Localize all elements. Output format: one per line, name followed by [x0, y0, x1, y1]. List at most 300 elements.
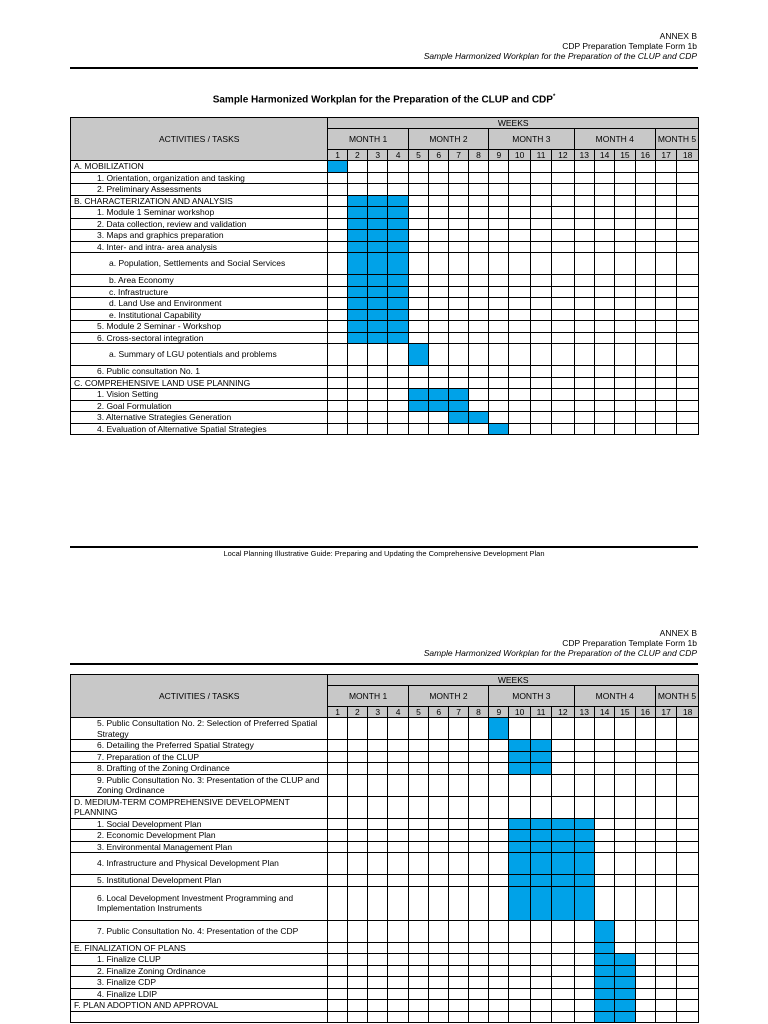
gantt-cell [347, 718, 367, 740]
gantt-cell [347, 774, 367, 796]
gantt-cell [635, 423, 655, 435]
gantt-cell [347, 412, 367, 424]
gantt-cell [468, 841, 488, 853]
gantt-cell [489, 389, 509, 401]
gantt-bar-cell [615, 965, 635, 977]
gantt-cell [408, 195, 428, 207]
gantt-cell [530, 366, 551, 378]
gantt-cell [468, 965, 488, 977]
gantt-cell [449, 377, 468, 389]
gantt-cell [328, 286, 347, 298]
section-heading: E. FINALIZATION OF PLANS [71, 942, 328, 954]
gantt-cell [347, 886, 367, 920]
gantt-cell [552, 977, 574, 989]
gantt-cell [328, 412, 347, 424]
gantt-cell [615, 309, 635, 321]
gantt-cell [408, 161, 428, 173]
gantt-cell [594, 218, 614, 230]
gantt-cell [328, 332, 347, 344]
gantt-cell [388, 344, 408, 366]
gantt-cell [509, 309, 530, 321]
gantt-cell [408, 796, 428, 818]
gantt-cell [677, 718, 699, 740]
gantt-cell [509, 423, 530, 435]
gantt-cell [552, 218, 574, 230]
gantt-cell [530, 1011, 551, 1023]
gantt-bar-cell [388, 332, 408, 344]
workplan-table-2 [70, 674, 699, 1023]
gantt-cell [677, 853, 699, 875]
gantt-cell [635, 740, 655, 752]
table-row [71, 218, 699, 230]
gantt-cell [574, 774, 594, 796]
gantt-cell [552, 751, 574, 763]
gantt-cell [388, 161, 408, 173]
gantt-cell [655, 977, 676, 989]
task-label: 5. Module 2 Seminar - Workshop [71, 321, 328, 333]
gantt-cell [429, 942, 449, 954]
gantt-cell [552, 366, 574, 378]
gantt-cell [368, 965, 388, 977]
gantt-cell [368, 740, 388, 752]
gantt-bar-cell [368, 286, 388, 298]
week-number: 11 [530, 707, 551, 718]
gantt-cell [449, 920, 468, 942]
gantt-cell [615, 853, 635, 875]
gantt-cell [552, 774, 574, 796]
gantt-cell [655, 796, 676, 818]
header-rule [70, 663, 698, 665]
gantt-cell [509, 253, 530, 275]
gantt-cell [677, 172, 699, 184]
gantt-cell [449, 942, 468, 954]
gantt-cell [468, 763, 488, 775]
gantt-cell [655, 377, 676, 389]
gantt-cell [594, 253, 614, 275]
gantt-bar-cell [368, 309, 388, 321]
week-number: 11 [530, 150, 551, 161]
gantt-cell [635, 853, 655, 875]
gantt-bar-cell [449, 400, 468, 412]
gantt-bar-cell [368, 275, 388, 287]
gantt-cell [449, 853, 468, 875]
gantt-cell [530, 218, 551, 230]
gantt-cell [429, 275, 449, 287]
gantt-bar-cell [449, 389, 468, 401]
gantt-cell [655, 207, 676, 219]
gantt-cell [408, 841, 428, 853]
gantt-cell [615, 377, 635, 389]
gantt-cell [328, 818, 347, 830]
gantt-cell [489, 853, 509, 875]
gantt-bar-cell [552, 853, 574, 875]
gantt-cell [489, 377, 509, 389]
gantt-cell [368, 400, 388, 412]
gantt-cell [449, 965, 468, 977]
gantt-cell [429, 841, 449, 853]
gantt-cell [677, 184, 699, 196]
task-label: 8. Drafting of the Zoning Ordinance [71, 763, 328, 775]
gantt-cell [489, 965, 509, 977]
gantt-cell [615, 740, 635, 752]
gantt-cell [509, 796, 530, 818]
gantt-cell [408, 377, 428, 389]
gantt-cell [552, 253, 574, 275]
gantt-cell [635, 253, 655, 275]
gantt-cell [574, 400, 594, 412]
table-row [71, 207, 699, 219]
gantt-cell [489, 886, 509, 920]
table-row [71, 423, 699, 435]
gantt-cell [655, 184, 676, 196]
gantt-cell [328, 751, 347, 763]
gantt-cell [574, 332, 594, 344]
form-label: CDP Preparation Template Form 1b [562, 638, 697, 648]
gantt-cell [388, 954, 408, 966]
gantt-bar-cell [574, 875, 594, 887]
page-footer: Local Planning Illustrative Guide: Preparing and Updating the Comprehensive Development Plan [223, 549, 545, 558]
gantt-cell [468, 207, 488, 219]
gantt-cell [328, 875, 347, 887]
gantt-bar-cell [594, 954, 614, 966]
gantt-cell [655, 942, 676, 954]
gantt-cell [449, 309, 468, 321]
gantt-bar-cell [615, 954, 635, 966]
gantt-cell [449, 253, 468, 275]
month-header: MONTH 5 [655, 129, 698, 150]
gantt-cell [489, 942, 509, 954]
gantt-cell [468, 818, 488, 830]
gantt-cell [655, 218, 676, 230]
gantt-cell [574, 161, 594, 173]
gantt-cell [655, 241, 676, 253]
gantt-cell [530, 161, 551, 173]
gantt-cell [368, 389, 388, 401]
gantt-cell [347, 377, 367, 389]
gantt-cell [615, 412, 635, 424]
gantt-cell [594, 184, 614, 196]
gantt-bar-cell [594, 988, 614, 1000]
gantt-cell [655, 275, 676, 287]
gantt-cell [328, 954, 347, 966]
gantt-cell [677, 309, 699, 321]
gantt-cell [328, 253, 347, 275]
gantt-cell [408, 853, 428, 875]
gantt-cell [615, 286, 635, 298]
gantt-cell [552, 412, 574, 424]
gantt-bar-cell [368, 253, 388, 275]
gantt-cell [449, 172, 468, 184]
week-number: 2 [347, 150, 367, 161]
gantt-bar-cell [347, 241, 367, 253]
gantt-cell [635, 218, 655, 230]
gantt-cell [509, 161, 530, 173]
month-header: MONTH 1 [328, 686, 408, 707]
gantt-cell [347, 965, 367, 977]
gantt-cell [489, 275, 509, 287]
gantt-cell [408, 875, 428, 887]
gantt-cell [574, 1011, 594, 1023]
gantt-cell [635, 332, 655, 344]
gantt-cell [552, 954, 574, 966]
table-row [71, 1000, 699, 1012]
gantt-cell [655, 195, 676, 207]
gantt-cell [408, 253, 428, 275]
gantt-cell [594, 718, 614, 740]
gantt-cell [635, 774, 655, 796]
gantt-cell [468, 977, 488, 989]
gantt-cell [615, 161, 635, 173]
gantt-cell [635, 286, 655, 298]
gantt-bar-cell [368, 195, 388, 207]
gantt-bar-cell [615, 977, 635, 989]
gantt-cell [677, 774, 699, 796]
gantt-cell [530, 389, 551, 401]
gantt-cell [368, 1000, 388, 1012]
week-number: 8 [468, 707, 488, 718]
table-row [71, 230, 699, 242]
gantt-cell [429, 1011, 449, 1023]
gantt-cell [449, 774, 468, 796]
task-label: 9. Public Consultation No. 3: Presentation of the CLUP and Zoning Ordinance [71, 774, 328, 796]
gantt-cell [347, 875, 367, 887]
gantt-cell [552, 718, 574, 740]
gantt-cell [552, 241, 574, 253]
gantt-bar-cell [408, 344, 428, 366]
gantt-cell [368, 751, 388, 763]
gantt-cell [328, 366, 347, 378]
gantt-cell [429, 207, 449, 219]
gantt-cell [635, 763, 655, 775]
week-number: 6 [429, 707, 449, 718]
gantt-cell [429, 332, 449, 344]
gantt-bar-cell [347, 275, 367, 287]
week-number: 18 [677, 150, 699, 161]
gantt-cell [489, 218, 509, 230]
gantt-cell [677, 218, 699, 230]
gantt-bar-cell [408, 400, 428, 412]
gantt-cell [429, 920, 449, 942]
gantt-bar-cell [552, 886, 574, 920]
gantt-cell [489, 332, 509, 344]
gantt-bar-cell [615, 988, 635, 1000]
gantt-cell [328, 988, 347, 1000]
gantt-cell [429, 184, 449, 196]
gantt-cell [552, 763, 574, 775]
gantt-cell [574, 286, 594, 298]
gantt-cell [615, 344, 635, 366]
gantt-cell [615, 172, 635, 184]
gantt-cell [408, 184, 428, 196]
gantt-bar-cell [347, 218, 367, 230]
gantt-cell [509, 377, 530, 389]
table-row [71, 286, 699, 298]
gantt-bar-cell [615, 1011, 635, 1023]
gantt-cell [429, 321, 449, 333]
table-row [71, 830, 699, 842]
gantt-cell [328, 740, 347, 752]
gantt-cell [552, 1000, 574, 1012]
gantt-bar-cell [552, 841, 574, 853]
gantt-cell [530, 172, 551, 184]
gantt-cell [468, 830, 488, 842]
gantt-cell [655, 321, 676, 333]
gantt-cell [388, 389, 408, 401]
gantt-cell [615, 207, 635, 219]
gantt-cell [347, 400, 367, 412]
task-label: a. Summary of LGU potentials and problems [71, 344, 328, 366]
gantt-bar-cell [328, 161, 347, 173]
gantt-cell [468, 942, 488, 954]
gantt-cell [635, 942, 655, 954]
gantt-cell [347, 1000, 367, 1012]
gantt-bar-cell [574, 841, 594, 853]
gantt-cell [408, 920, 428, 942]
gantt-cell [574, 275, 594, 287]
gantt-cell [408, 412, 428, 424]
gantt-cell [677, 818, 699, 830]
gantt-cell [368, 774, 388, 796]
gantt-cell [677, 321, 699, 333]
gantt-cell [615, 321, 635, 333]
week-number: 7 [449, 707, 468, 718]
gantt-cell [509, 286, 530, 298]
gantt-cell [449, 230, 468, 242]
activities-header: ACTIVITIES / TASKS [71, 675, 328, 718]
gantt-cell [449, 184, 468, 196]
gantt-cell [509, 298, 530, 310]
gantt-bar-cell [388, 195, 408, 207]
gantt-cell [677, 241, 699, 253]
gantt-cell [489, 740, 509, 752]
gantt-cell [408, 774, 428, 796]
task-label: e. Institutional Capability [71, 309, 328, 321]
gantt-cell [677, 366, 699, 378]
gantt-cell [635, 1000, 655, 1012]
gantt-cell [347, 977, 367, 989]
gantt-cell [615, 942, 635, 954]
gantt-cell [530, 954, 551, 966]
gantt-cell [677, 423, 699, 435]
gantt-cell [328, 298, 347, 310]
week-number: 17 [655, 707, 676, 718]
gantt-cell [468, 377, 488, 389]
section-heading: B. CHARACTERIZATION AND ANALYSIS [71, 195, 328, 207]
gantt-cell [489, 763, 509, 775]
gantt-cell [489, 841, 509, 853]
week-number: 1 [328, 150, 347, 161]
gantt-cell [655, 965, 676, 977]
gantt-cell [368, 920, 388, 942]
gantt-cell [615, 886, 635, 920]
gantt-cell [509, 718, 530, 740]
gantt-cell [635, 965, 655, 977]
gantt-cell [552, 344, 574, 366]
gantt-cell [552, 275, 574, 287]
gantt-cell [594, 344, 614, 366]
gantt-cell [574, 763, 594, 775]
gantt-cell [677, 161, 699, 173]
gantt-cell [468, 253, 488, 275]
gantt-cell [635, 412, 655, 424]
gantt-cell [347, 818, 367, 830]
gantt-cell [635, 207, 655, 219]
gantt-cell [449, 1011, 468, 1023]
gantt-cell [368, 853, 388, 875]
gantt-cell [388, 1011, 408, 1023]
gantt-cell [388, 841, 408, 853]
gantt-cell [509, 218, 530, 230]
gantt-cell [408, 241, 428, 253]
gantt-cell [429, 988, 449, 1000]
task-label: 5. Institutional Development Plan [71, 875, 328, 887]
table-row [71, 751, 699, 763]
table-row [71, 400, 699, 412]
gantt-cell [408, 942, 428, 954]
gantt-cell [449, 423, 468, 435]
gantt-cell [530, 412, 551, 424]
gantt-cell [328, 389, 347, 401]
gantt-cell [594, 389, 614, 401]
gantt-cell [594, 796, 614, 818]
gantt-cell [635, 1011, 655, 1023]
gantt-cell [677, 875, 699, 887]
gantt-cell [574, 366, 594, 378]
gantt-cell [574, 977, 594, 989]
gantt-cell [509, 366, 530, 378]
gantt-cell [347, 988, 367, 1000]
gantt-cell [429, 774, 449, 796]
gantt-cell [368, 423, 388, 435]
activities-header: ACTIVITIES / TASKS [71, 118, 328, 161]
annex-header-2 [424, 628, 697, 658]
gantt-cell [530, 718, 551, 740]
task-label: 3. Alternative Strategies Generation [71, 412, 328, 424]
gantt-cell [677, 332, 699, 344]
gantt-cell [615, 275, 635, 287]
month-header: MONTH 2 [408, 129, 488, 150]
gantt-bar-cell [368, 241, 388, 253]
gantt-cell [489, 818, 509, 830]
gantt-cell [347, 366, 367, 378]
gantt-cell [489, 977, 509, 989]
gantt-cell [429, 309, 449, 321]
gantt-cell [449, 875, 468, 887]
gantt-cell [594, 886, 614, 920]
gantt-cell [408, 1000, 428, 1012]
gantt-cell [574, 309, 594, 321]
task-label: 4. Finalize LDIP [71, 988, 328, 1000]
gantt-cell [530, 400, 551, 412]
gantt-cell [368, 377, 388, 389]
gantt-cell [594, 400, 614, 412]
gantt-bar-cell [574, 818, 594, 830]
gantt-cell [328, 1011, 347, 1023]
gantt-cell [574, 796, 594, 818]
gantt-cell [347, 172, 367, 184]
gantt-cell [635, 796, 655, 818]
gantt-cell [574, 1000, 594, 1012]
gantt-cell [615, 184, 635, 196]
table-row [71, 718, 699, 740]
gantt-cell [468, 886, 488, 920]
gantt-cell [615, 366, 635, 378]
gantt-cell [449, 886, 468, 920]
gantt-cell [655, 988, 676, 1000]
gantt-cell [368, 818, 388, 830]
table-row [71, 389, 699, 401]
month-header: MONTH 4 [574, 129, 655, 150]
